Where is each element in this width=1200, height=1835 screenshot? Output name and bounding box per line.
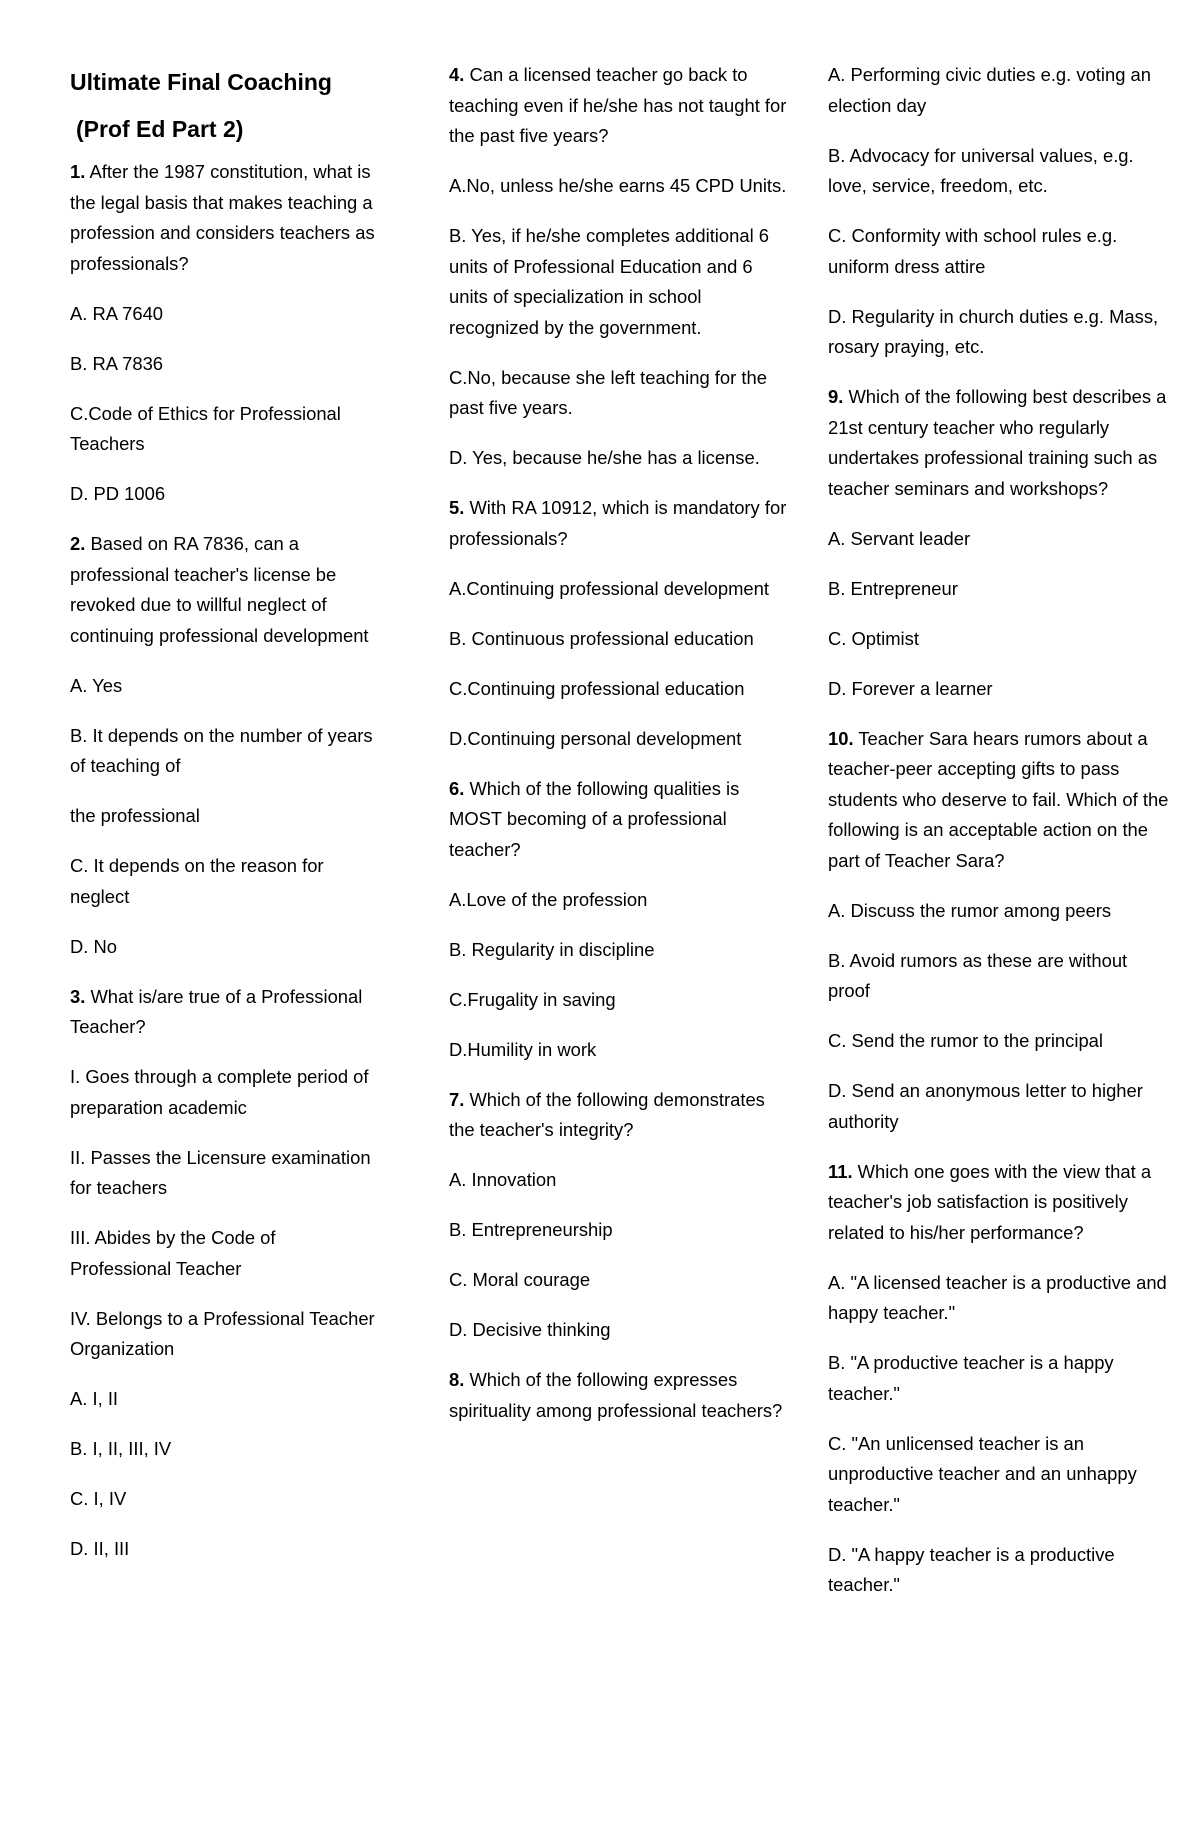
option-text: D. Yes, because he/she has a license. [449,447,760,468]
option-text: C. Send the rumor to the principal [828,1030,1103,1051]
answer-option [828,1540,1173,1601]
answer-option [70,1384,380,1415]
option-text: B. "A productive teacher is a happy teacher." [828,1352,1114,1404]
answer-option [70,1434,380,1465]
question-text [449,493,789,554]
option-text: C.Frugality in saving [449,988,616,1010]
answer-option [449,574,789,605]
answer-option [449,885,789,916]
option-text: A.No, unless he/she earns 45 CPD Units. [449,175,787,196]
option-text: D. "A happy teacher is a productive teacher." [828,1543,1115,1595]
question-body: What is/are true of a Professional Teacher? [70,985,363,1037]
option-text: the professional [70,805,200,826]
question-number: 8. [449,1369,465,1390]
option-text: C. I, IV [70,1488,127,1509]
answer-option [828,221,1173,282]
answer-option [828,674,1173,705]
option-text: B. Regularity in discipline [449,938,655,960]
answer-option [828,60,1173,121]
option-text: B. Advocacy for universal values, e.g. love, service, freedom, etc. [828,144,1134,196]
option-text: A. I, II [70,1388,119,1409]
option-text: B. I, II, III, IV [70,1438,172,1459]
answer-option [828,574,1173,605]
option-text: D. Forever a learner [828,677,993,699]
option-text: B. It depends on the number of years of teaching of [70,724,373,776]
option-text: A. Innovation [449,1169,557,1190]
answer-option [828,896,1173,927]
answer-option [70,1062,380,1123]
answer-option [828,946,1173,1007]
option-text: A. Servant leader [828,527,971,549]
question-text [449,1365,789,1426]
option-text: A. Yes [70,674,123,696]
answer-option [70,399,380,460]
option-text: B. Avoid rumors as these are without proof [828,949,1128,1001]
answer-option [70,671,380,702]
answer-option [828,1026,1173,1057]
option-text: C.Code of Ethics for Professional Teachers [70,402,341,454]
question-body: Which of the following qualities is MOST becoming of a professional teacher? [449,777,740,860]
question-text [828,1157,1173,1249]
answer-option [70,721,380,782]
answer-option [828,1429,1173,1521]
answer-option [828,1348,1173,1409]
answer-option [70,1304,380,1365]
answer-option [449,724,789,755]
option-text: C. Optimist [828,627,919,649]
question-number: 3. [70,985,86,1007]
option-text: C. Conformity with school rules e.g. uniform dress attire [828,225,1118,277]
question-text [70,157,380,279]
option-text: A. "A licensed teacher is a productive and happy teacher." [828,1271,1167,1323]
answer-option [449,171,789,202]
question-body: After the 1987 constitution, what is the legal basis that makes teaching a profession and considers teachers as professionals? [70,161,375,274]
answer-option [449,221,789,343]
option-text: C. Moral courage [449,1269,591,1290]
question-body: Based on RA 7836, can a professional teacher's license be revoked due to willful neglect of continuing professional development [70,533,369,646]
answer-option [449,985,789,1016]
question-text [449,774,789,866]
question-body: Can a licensed teacher go back to teaching even if he/she has not taught for the past five years? [449,64,787,146]
option-text: C.No, because she left teaching for the past five years. [449,366,767,418]
option-text: A. Discuss the rumor among peers [828,899,1112,921]
option-text: D. Decisive thinking [449,1319,611,1340]
question-number: 10. [828,727,854,749]
option-text: II. Passes the Licensure examination for teachers [70,1146,371,1198]
option-text: III. Abides by the Code of Professional Teacher [70,1227,276,1279]
answer-option [70,1223,380,1284]
question-text [70,982,380,1043]
answer-option [70,851,380,912]
document-subtitle: (Prof Ed Part 2) [76,116,244,142]
answer-option [70,932,380,963]
question-body: Teacher Sara hears rumors about a teacher-peer accepting gifts to pass students who deserve to fail. Which of the following is an acceptable action on the part of Teacher Sara? [828,727,1169,871]
option-text: D.Continuing personal development [449,727,742,749]
answer-option [449,935,789,966]
answer-option [70,1534,380,1565]
question-text [449,1085,789,1146]
question-number: 9. [828,386,844,407]
answer-option [828,1268,1173,1329]
answer-option [449,443,789,474]
option-text: D. Regularity in church duties e.g. Mass, rosary praying, etc. [828,305,1159,357]
column-1-body [70,157,380,1565]
answer-option [828,141,1173,202]
question-text [70,529,380,651]
column-3-body [828,60,1173,1601]
answer-option [70,299,380,330]
question-body: Which of the following best describes a 21st century teacher who regularly undertakes professional training such as teacher seminars and workshops? [828,386,1167,499]
question-number: 6. [449,777,465,799]
option-text: A.Love of the profession [449,888,648,910]
question-number: 2. [70,533,86,554]
answer-option [449,1165,789,1196]
answer-option [70,1143,380,1204]
question-body: Which of the following expresses spirituality among professional teachers? [449,1369,783,1421]
question-number: 7. [449,1088,465,1110]
option-text: D. No [70,935,118,957]
answer-option [70,801,380,832]
question-text [828,382,1173,504]
column-2-body [449,60,789,1426]
answer-option [449,674,789,705]
answer-option [828,524,1173,555]
option-text: D. II, III [70,1538,130,1559]
option-text: B. Entrepreneur [828,577,958,599]
document-title: Ultimate Final Coaching [70,69,332,95]
question-number: 5. [449,497,465,518]
column-3 [828,60,1173,1620]
answer-option [70,1484,380,1515]
column-1 [70,60,380,1584]
question-number: 4. [449,64,465,85]
option-text: C. "An unlicensed teacher is an unproductive teacher and an unhappy teacher." [828,1432,1137,1515]
option-text: B. Entrepreneurship [449,1219,613,1240]
answer-option [449,1265,789,1296]
option-text: B. Yes, if he/she completes additional 6 units of Professional Education and 6 units of specialization in school recognized by the government. [449,225,770,338]
question-text [828,724,1173,877]
question-number: 11. [828,1160,853,1182]
option-text: I. Goes through a complete period of preparation academic [70,1066,369,1118]
answer-option [828,624,1173,655]
option-text: A.Continuing professional development [449,577,769,599]
option-text: IV. Belongs to a Professional Teacher Organization [70,1307,375,1359]
question-text [449,60,789,152]
option-text: C.Continuing professional education [449,677,745,699]
question-body: Which of the following demonstrates the teacher's integrity? [449,1088,765,1140]
option-text: B. RA 7836 [70,352,164,374]
option-text: B. Continuous professional education [449,627,754,649]
question-body: With RA 10912, which is mandatory for professionals? [449,497,787,549]
option-text: A. RA 7640 [70,302,164,324]
answer-option [828,302,1173,363]
answer-option [449,363,789,424]
answer-option [449,1035,789,1066]
question-body: Which one goes with the view that a teacher's job satisfaction is positively related to his/her performance? [828,1160,1152,1243]
option-text: D. Send an anonymous letter to higher authority [828,1080,1143,1132]
answer-option [70,479,380,510]
option-text: D. PD 1006 [70,483,166,504]
answer-option [828,1076,1173,1137]
option-text: A. Performing civic duties e.g. voting an election day [828,64,1152,116]
question-number: 1. [70,161,86,182]
option-text: D.Humility in work [449,1038,597,1060]
answer-option [449,1315,789,1346]
option-text: C. It depends on the reason for neglect [70,855,324,907]
answer-option [449,624,789,655]
column-2 [449,60,789,1446]
answer-option [70,349,380,380]
answer-option [449,1215,789,1246]
